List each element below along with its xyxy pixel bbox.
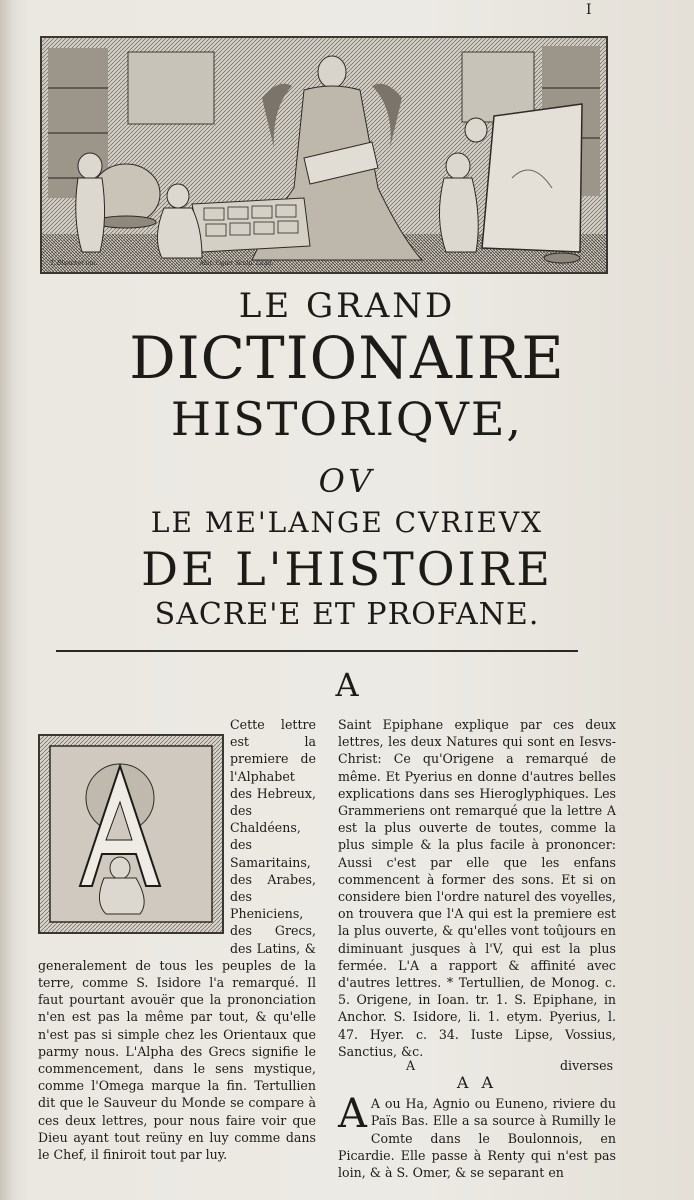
title-line-3: HISTORIQVE, [170,392,524,446]
column-right-text: Saint Epiphane explique par ces deux lettres, les deux Natures qui sont en Iesvs-Christ: Ce qu'Origene a remarqué de même. Et Pyerius en donne d'autres belles explications dans ses Hieroglyphiques. Les Grammeriens ont remarqué que la lettre A est la plus ouverte de toutes, comme la plus simple & la plus facile à prononcer: Aussi c'est par elle que les enfans commencent à former des sons. Et si on considere bien l'ordre naturel des voyelles, on trouvera que l'A qui est la premiere est la plus ouverte, & qu'elles vont toûjours en diminuant jusques à l'V, qui est la plus fermée. L'A a rapport & affinité avec d'autres lettres. * Tertullien, de Monog. c. 5. Origene, in Ioan. tr. 1. S. Epiphane, in Anchor. S. Isidore, li. 1. etym. Pyerius, l. 47. Hyer. c. 34. Iuste Lipse, Vossius, Sanctius, &c. [338,717,616,1059]
engraver-credit-right: Mat. Ogier Sculp. Lugd. [200,260,274,267]
engraver-credit-left: T. Blanchet inu. [50,260,98,267]
title-line-1: LE GRAND [238,286,456,326]
subheading-aa: A A [456,1073,498,1093]
title-line-2: DICTIONAIRE [129,324,565,392]
folio-number: I [586,2,592,18]
title-line-7: SACRE'E ET PROFANE. [154,597,540,632]
catchword: diverses [560,1058,614,1073]
section-letter: A [335,666,359,704]
title-line-5: LE ME'LANGE CVRIEVX [150,506,544,539]
title-rule [56,650,578,652]
engraving-illustration [42,38,606,272]
entry-drop-cap: A [338,1091,367,1138]
entry-aa [338,1091,616,1181]
title-line-6: DE L'HISTOIRE [141,542,553,596]
entry-aa-text: A ou Ha, Agnio ou Euneno, riviere du Païs Bas. Elle a sa source à Rumilly le Comte dans le Boulonnois, en Picardie. Elle passe à Renty qui n'est pas loin, & à S. Omer, & se separant en [338,1096,616,1181]
title-line-4: OV [318,462,376,500]
column-right [338,716,616,1181]
headpiece-engraving [40,36,608,274]
signature-mark: A [406,1058,416,1073]
column-left [38,716,316,1163]
column-left-text: Cette lettre est la premiere de l'Alphabet des Hebreux, des Chaldéens, des Samaritains, des Arabes, des Pheniciens, des Grecs, des Latins, & generalement de tous les peuples de la terre, comme S. Isidore l'a remarqué. Il faut pourtant avouër que la prononciation n'en est pas la même par tout, & qu'elle n'est pas si simple chez les Orientaux que parmy nous. L'Alpha des Grecs signifie le commencement, dans le sens mystique, comme l'Omega marque la fin. Tertullien dit que le Sauveur du Monde se compare à ces deux lettres, pour nous faire voir que Dieu ayant tout reüny en luy comme dans le Chef, il finiroit tout par luy. [38,717,316,1163]
